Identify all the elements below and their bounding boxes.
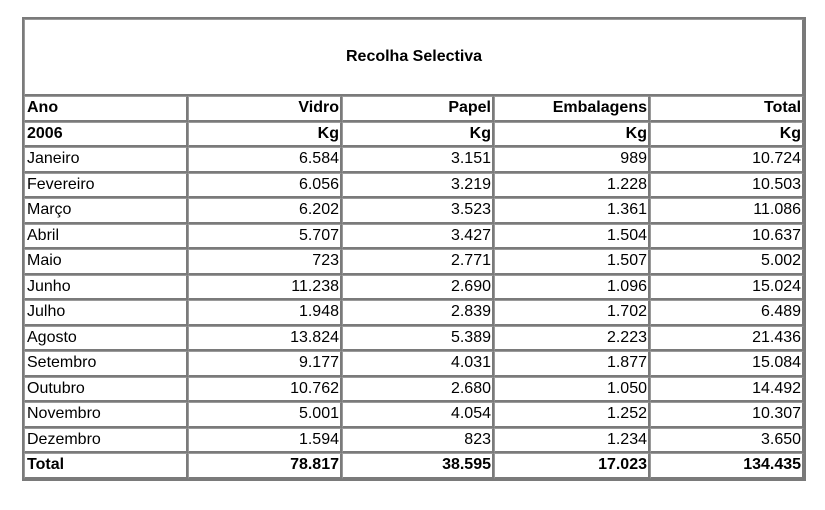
embalagens-cell: 1.228 bbox=[494, 173, 650, 199]
embalagens-cell: 1.877 bbox=[494, 351, 650, 377]
embalagens-cell: 1.702 bbox=[494, 300, 650, 326]
embalagens-cell: 1.096 bbox=[494, 275, 650, 301]
total-cell: 15.024 bbox=[650, 275, 804, 301]
papel-cell: 3.427 bbox=[342, 224, 494, 250]
unit-embalagens: Kg bbox=[494, 122, 650, 148]
total-cell: 6.489 bbox=[650, 300, 804, 326]
vidro-cell: 6.056 bbox=[188, 173, 342, 199]
month-cell: Junho bbox=[24, 275, 188, 301]
totals-label: Total bbox=[24, 453, 188, 479]
total-cell: 11.086 bbox=[650, 198, 804, 224]
total-cell: 15.084 bbox=[650, 351, 804, 377]
total-cell: 3.650 bbox=[650, 428, 804, 454]
table-row bbox=[24, 326, 804, 352]
papel-cell: 2.680 bbox=[342, 377, 494, 403]
table-row bbox=[24, 351, 804, 377]
total-cell: 10.307 bbox=[650, 402, 804, 428]
papel-cell: 3.219 bbox=[342, 173, 494, 199]
header-row bbox=[24, 96, 804, 122]
table-row bbox=[24, 377, 804, 403]
table-row bbox=[24, 198, 804, 224]
unit-vidro: Kg bbox=[188, 122, 342, 148]
unit-total: Kg bbox=[650, 122, 804, 148]
table-row bbox=[24, 173, 804, 199]
papel-cell: 2.839 bbox=[342, 300, 494, 326]
papel-cell: 823 bbox=[342, 428, 494, 454]
table-title: Recolha Selectiva bbox=[24, 19, 804, 96]
month-cell: Novembro bbox=[24, 402, 188, 428]
total-cell: 5.002 bbox=[650, 249, 804, 275]
total-vidro: 78.817 bbox=[188, 453, 342, 479]
table-row bbox=[24, 275, 804, 301]
vidro-cell: 9.177 bbox=[188, 351, 342, 377]
vidro-cell: 6.584 bbox=[188, 147, 342, 173]
papel-cell: 2.771 bbox=[342, 249, 494, 275]
vidro-cell: 1.594 bbox=[188, 428, 342, 454]
month-cell: Setembro bbox=[24, 351, 188, 377]
header-papel: Papel bbox=[342, 96, 494, 122]
embalagens-cell: 1.504 bbox=[494, 224, 650, 250]
recolha-selectiva-table bbox=[22, 17, 806, 481]
vidro-cell: 6.202 bbox=[188, 198, 342, 224]
header-embalagens: Embalagens bbox=[494, 96, 650, 122]
units-row bbox=[24, 122, 804, 148]
table-row bbox=[24, 300, 804, 326]
total-cell: 21.436 bbox=[650, 326, 804, 352]
grand-total: 134.435 bbox=[650, 453, 804, 479]
total-cell: 10.637 bbox=[650, 224, 804, 250]
vidro-cell: 13.824 bbox=[188, 326, 342, 352]
papel-cell: 3.151 bbox=[342, 147, 494, 173]
table-row bbox=[24, 428, 804, 454]
vidro-cell: 11.238 bbox=[188, 275, 342, 301]
vidro-cell: 1.948 bbox=[188, 300, 342, 326]
vidro-cell: 5.001 bbox=[188, 402, 342, 428]
year-label: 2006 bbox=[24, 122, 188, 148]
vidro-cell: 5.707 bbox=[188, 224, 342, 250]
embalagens-cell: 989 bbox=[494, 147, 650, 173]
month-cell: Agosto bbox=[24, 326, 188, 352]
header-total: Total bbox=[650, 96, 804, 122]
papel-cell: 4.054 bbox=[342, 402, 494, 428]
month-cell: Abril bbox=[24, 224, 188, 250]
month-cell: Fevereiro bbox=[24, 173, 188, 199]
total-cell: 10.503 bbox=[650, 173, 804, 199]
embalagens-cell: 1.507 bbox=[494, 249, 650, 275]
embalagens-cell: 2.223 bbox=[494, 326, 650, 352]
total-cell: 14.492 bbox=[650, 377, 804, 403]
embalagens-cell: 1.050 bbox=[494, 377, 650, 403]
header-ano: Ano bbox=[24, 96, 188, 122]
month-cell: Janeiro bbox=[24, 147, 188, 173]
month-cell: Maio bbox=[24, 249, 188, 275]
papel-cell: 3.523 bbox=[342, 198, 494, 224]
table-row bbox=[24, 147, 804, 173]
papel-cell: 5.389 bbox=[342, 326, 494, 352]
embalagens-cell: 1.361 bbox=[494, 198, 650, 224]
month-cell: Março bbox=[24, 198, 188, 224]
month-cell: Outubro bbox=[24, 377, 188, 403]
vidro-cell: 10.762 bbox=[188, 377, 342, 403]
table-row bbox=[24, 402, 804, 428]
month-cell: Dezembro bbox=[24, 428, 188, 454]
papel-cell: 4.031 bbox=[342, 351, 494, 377]
table-row bbox=[24, 224, 804, 250]
total-papel: 38.595 bbox=[342, 453, 494, 479]
total-embalagens: 17.023 bbox=[494, 453, 650, 479]
papel-cell: 2.690 bbox=[342, 275, 494, 301]
total-cell: 10.724 bbox=[650, 147, 804, 173]
table-row bbox=[24, 249, 804, 275]
unit-papel: Kg bbox=[342, 122, 494, 148]
embalagens-cell: 1.234 bbox=[494, 428, 650, 454]
vidro-cell: 723 bbox=[188, 249, 342, 275]
header-vidro: Vidro bbox=[188, 96, 342, 122]
embalagens-cell: 1.252 bbox=[494, 402, 650, 428]
totals-row bbox=[24, 453, 804, 479]
title-row bbox=[24, 19, 804, 96]
month-cell: Julho bbox=[24, 300, 188, 326]
